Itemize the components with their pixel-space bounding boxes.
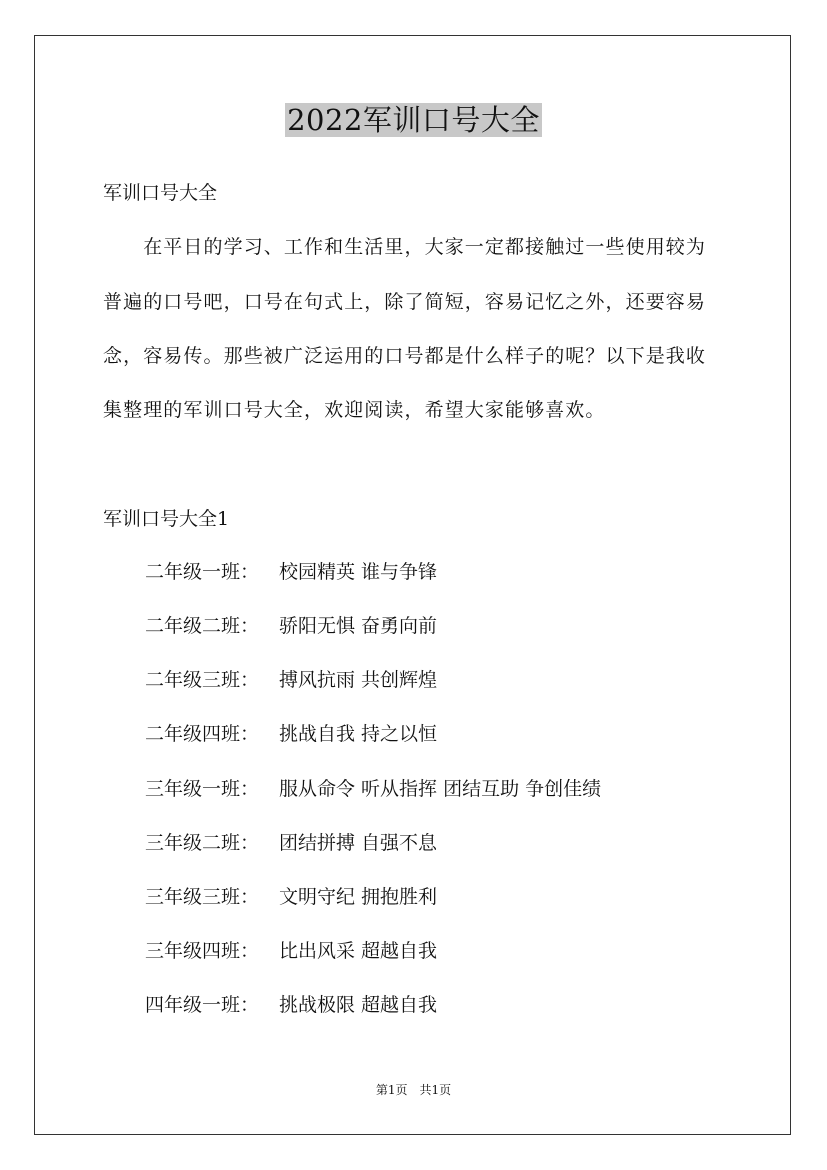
document-title-text: 2022军训口号大全 xyxy=(287,103,540,137)
slogan-text: 挑战自我 持之以恒 xyxy=(279,723,438,745)
slogan-text: 比出风采 超越自我 xyxy=(279,940,438,962)
intro-line: 集整理的军训口号大全，欢迎阅读，希望大家能够喜欢。 xyxy=(103,399,606,421)
slogan-class: 三年级三班： xyxy=(145,886,260,908)
slogan-class: 二年级三班： xyxy=(145,669,260,691)
intro-line: 在平日的学习、工作和生活里，大家一定都接触过一些使用较为 xyxy=(103,236,707,258)
slogan-text: 服从命令 听从指挥 团结互助 争创佳绩 xyxy=(279,778,602,800)
section-heading: 军训口号大全1 xyxy=(103,508,230,530)
slogan-class: 二年级一班： xyxy=(145,561,260,583)
slogan-item xyxy=(145,560,437,584)
slogan-item xyxy=(145,939,437,963)
document-title xyxy=(0,100,827,140)
slogan-class: 三年级二班： xyxy=(145,832,260,854)
slogan-class: 三年级一班： xyxy=(145,778,260,800)
slogan-item xyxy=(145,831,437,855)
slogan-class: 四年级一班： xyxy=(145,994,260,1016)
slogan-text: 文明守纪 拥抱胜利 xyxy=(279,886,438,908)
slogan-item xyxy=(145,993,437,1017)
page-footer: 第1页 共1页 xyxy=(375,1083,452,1097)
slogan-item xyxy=(145,614,437,638)
slogan-item xyxy=(145,777,601,801)
slogan-class: 三年级四班： xyxy=(145,940,260,962)
slogan-item xyxy=(145,668,437,692)
slogan-text: 校园精英 谁与争锋 xyxy=(279,561,438,583)
slogan-text: 挑战极限 超越自我 xyxy=(279,994,438,1016)
slogan-item xyxy=(145,885,437,909)
slogan-text: 骄阳无惧 奋勇向前 xyxy=(279,615,438,637)
heading: 军训口号大全 xyxy=(103,182,218,204)
intro-line: 普遍的口号吧，口号在句式上，除了简短，容易记忆之外，还要容易 xyxy=(103,291,707,313)
slogan-text: 团结拼搏 自强不息 xyxy=(279,832,438,854)
slogan-text: 搏风抗雨 共创辉煌 xyxy=(279,669,438,691)
slogan-item xyxy=(145,722,437,746)
slogan-class: 二年级四班： xyxy=(145,723,260,745)
slogan-class: 二年级二班： xyxy=(145,615,260,637)
intro-line: 念，容易传。那些被广泛运用的口号都是什么样子的呢？以下是我收 xyxy=(103,345,707,367)
